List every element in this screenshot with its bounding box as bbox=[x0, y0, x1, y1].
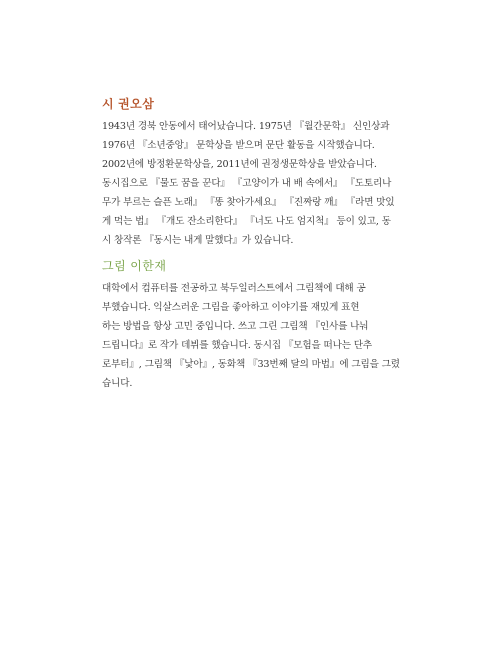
illustrator-bio-line: 로부터』, 그림책 『낯아』, 동화책 『33번째 달의 마법』에 그림을 그렸 bbox=[102, 359, 400, 370]
poet-role-label: 시 bbox=[102, 97, 115, 111]
illustrator-bio-line: 대학에서 컴퓨터를 전공하고 북두일러스트에서 그림책에 대해 공 bbox=[102, 283, 366, 294]
illustrator-bio-line: 부했습니다. 익살스러운 그림을 좋아하고 이야기를 재밌게 표현 bbox=[102, 302, 360, 313]
illustrator-role-label: 그림 bbox=[102, 259, 127, 273]
illustrator-bio bbox=[102, 279, 400, 393]
illustrator-bio-line: 습니다. bbox=[102, 378, 133, 389]
poet-profile bbox=[102, 96, 395, 250]
poet-bio-line: 1943년 경북 안동에서 태어났습니다. 1975년 『월간문학』 신인상과 bbox=[102, 121, 390, 132]
illustrator-name: 이한재 bbox=[130, 259, 167, 273]
poet-bio-line: 무가 부르는 슬픈 노래』 『똥 찾아가세요』 『진짜랑 깨』 『라면 맛있 bbox=[102, 197, 395, 208]
poet-bio-line: 2002년에 방정환문학상을, 2011년에 권정생문학상을 받았습니다. bbox=[102, 159, 377, 170]
illustrator-bio-line: 드립니다』로 작가 데뷔를 했습니다. 동시집 『모험을 떠나는 단추 bbox=[102, 340, 373, 351]
poet-bio-line: 동시집으로 『물도 꿈을 꾼다』 『고양이가 내 배 속에서』 『도토리나 bbox=[102, 178, 392, 189]
illustrator-profile bbox=[102, 258, 400, 393]
illustrator-heading bbox=[102, 258, 372, 274]
poet-heading bbox=[102, 96, 372, 112]
poet-name: 권오삼 bbox=[118, 97, 155, 111]
poet-bio-line: 시 창작론 『동시는 내게 말했다』가 있습니다. bbox=[102, 235, 294, 246]
illustrator-bio-line: 하는 방법을 항상 고민 중입니다. 쓰고 그린 그림책 『인사를 나눠 bbox=[102, 321, 369, 332]
poet-bio-line: 게 먹는 법』 『개도 잔소리한다』 『너도 나도 엄지척』 등이 있고, 동 bbox=[102, 216, 391, 227]
poet-bio bbox=[102, 117, 395, 250]
poet-bio-line: 1976년 『소년중앙』 문학상을 받으며 문단 활동을 시작했습니다. bbox=[102, 140, 375, 151]
